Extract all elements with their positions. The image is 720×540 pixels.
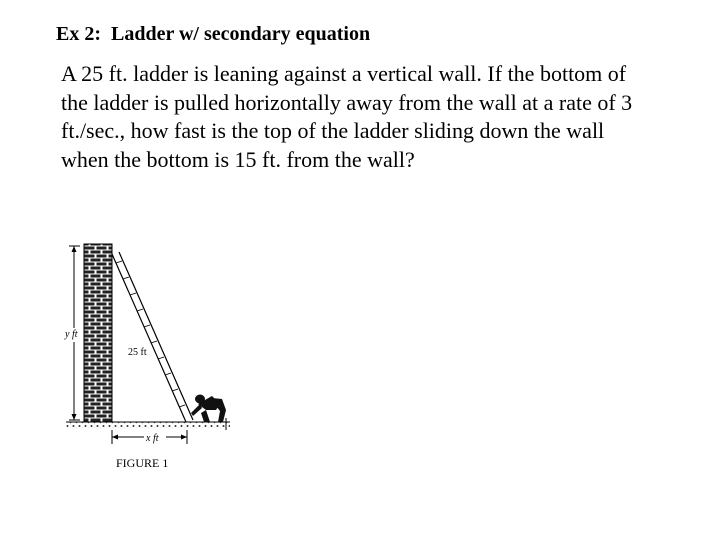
ladder-diagram	[60, 238, 240, 473]
y-label: y ft	[65, 329, 78, 340]
ladder-length-label: 25 ft	[128, 347, 147, 358]
person-figure	[191, 395, 226, 423]
problem-line-1: A 25 ft. ladder is leaning against a vertical wall. If the bottom of	[61, 61, 627, 86]
brick-wall	[84, 244, 112, 424]
problem-line-4: when the bottom is 15 ft. from the wall?	[61, 146, 415, 172]
ground	[66, 422, 230, 428]
problem-line-3: ft./sec., how fast is the top of the ladder sliding down the wall	[61, 118, 605, 143]
slide-title: Ex 2: Ladder w/ secondary equation	[56, 23, 371, 45]
ladder	[112, 252, 193, 422]
ladder-figure	[60, 238, 240, 473]
problem-statement	[61, 60, 701, 174]
x-label: x ft	[146, 433, 159, 444]
figure-caption: FIGURE 1	[116, 456, 169, 470]
problem-line-2: the ladder is pulled horizontally away from the wall at a rate of 3	[61, 89, 633, 115]
